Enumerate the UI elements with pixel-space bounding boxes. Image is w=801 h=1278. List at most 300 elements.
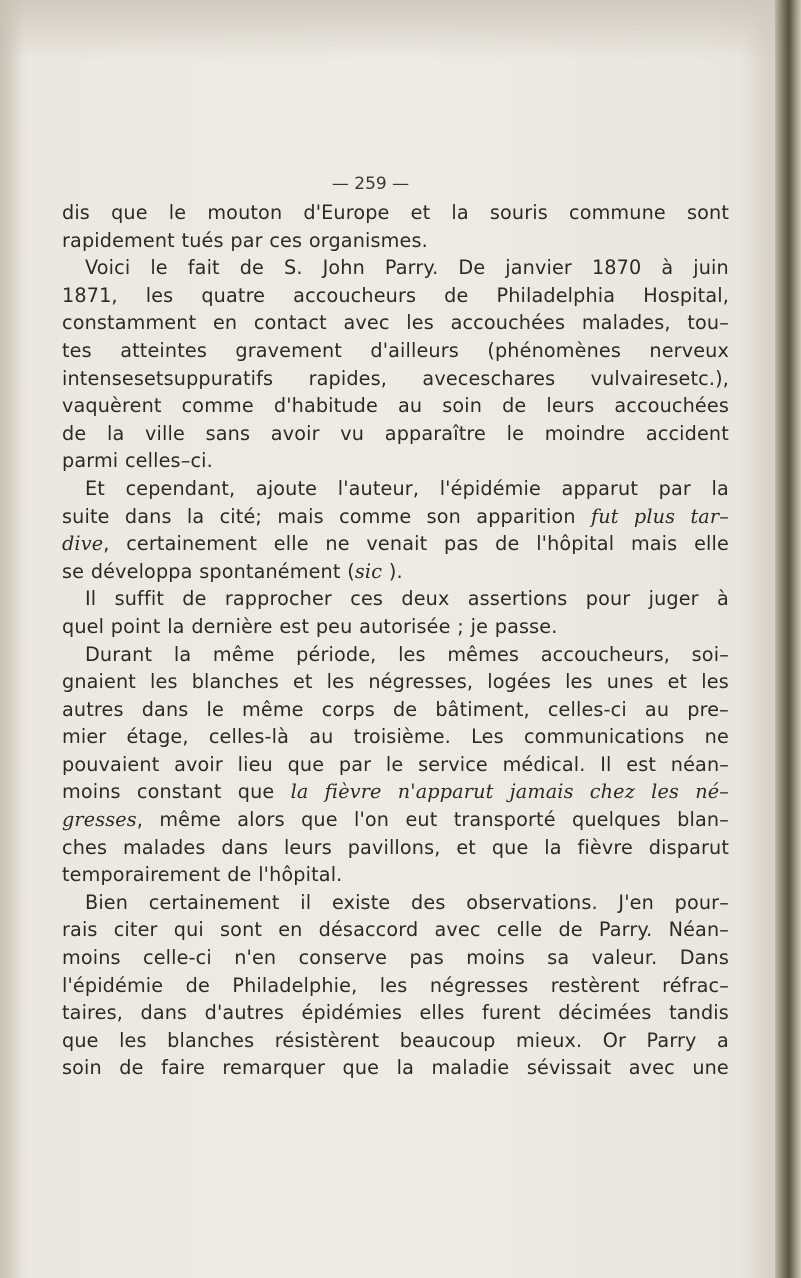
page-top-shadow	[0, 0, 801, 60]
word: comme	[339, 504, 412, 528]
word: dive,	[62, 532, 110, 556]
word: assertions	[467, 587, 568, 611]
word: soin	[442, 394, 483, 418]
word: se	[62, 559, 85, 583]
word: en	[212, 311, 238, 335]
word: ne	[704, 725, 729, 749]
word: ces	[350, 587, 384, 611]
word: celles–ci.	[124, 449, 213, 473]
word: elle	[694, 532, 729, 556]
word: existe	[331, 890, 391, 914]
text-line	[62, 889, 729, 917]
word: sont	[686, 201, 729, 224]
word: les	[119, 1028, 147, 1052]
word: (phénomènes	[487, 338, 621, 362]
word: que	[491, 835, 529, 859]
word: Bien	[85, 890, 129, 914]
word: étage,	[126, 725, 189, 749]
text-line	[62, 530, 729, 558]
word: le	[206, 697, 224, 721]
word: accoucheurs,	[540, 642, 670, 666]
word: Il	[600, 752, 612, 776]
word: elle	[273, 532, 309, 556]
text-line	[62, 806, 729, 834]
word: avec	[628, 1056, 675, 1080]
word: fièvre	[324, 780, 382, 804]
word: pour	[585, 587, 631, 611]
word: sévissait	[526, 1056, 612, 1080]
word: tar–	[690, 504, 729, 528]
word: De	[458, 256, 486, 280]
word: suffit	[114, 587, 164, 611]
word: dans	[140, 1001, 188, 1025]
word: ces	[269, 228, 303, 252]
word: pour–	[674, 890, 729, 914]
text-line	[62, 668, 729, 696]
word: je	[470, 614, 489, 638]
word: épidémies	[301, 1001, 402, 1025]
word: S.	[283, 256, 303, 280]
word: Or	[602, 1028, 627, 1052]
text-line	[62, 778, 729, 806]
word: mais	[277, 504, 324, 528]
text-line	[62, 420, 729, 448]
word: accouchées	[450, 311, 566, 335]
word: moindre	[544, 421, 626, 445]
text-line	[62, 392, 729, 420]
word: suite	[62, 504, 110, 528]
text-line	[62, 447, 729, 475]
word: d'Europe	[303, 201, 390, 224]
text-line	[62, 723, 729, 751]
word: Parry	[646, 1028, 697, 1052]
word: cependant,	[125, 476, 236, 500]
word: le	[506, 421, 525, 445]
word: décimées	[558, 1001, 652, 1025]
word: ;	[457, 614, 464, 638]
word: le	[150, 256, 168, 280]
word: passe.	[494, 614, 558, 638]
word: que	[237, 780, 275, 804]
book-spine-edge	[775, 0, 801, 1278]
page-number: — 259 —	[331, 174, 410, 194]
word: mieux.	[515, 1028, 583, 1052]
text-line	[62, 1027, 729, 1055]
word: certainement	[148, 890, 280, 914]
text-line	[62, 834, 729, 862]
word: la	[711, 476, 729, 500]
word: avec	[434, 918, 481, 942]
word: celle-ci	[143, 946, 212, 970]
word: à	[717, 587, 729, 611]
word: de	[185, 973, 210, 997]
word: mais	[630, 532, 678, 556]
word: par	[338, 752, 372, 776]
word: cité;	[219, 504, 263, 528]
word: leurs	[546, 394, 595, 418]
word: avoir	[270, 421, 320, 445]
word: mier	[62, 725, 107, 749]
word: sans	[205, 421, 251, 445]
word: Durant	[85, 642, 153, 666]
word: l'hôpital	[536, 532, 615, 556]
word: bâtiment,	[435, 697, 530, 721]
word: une	[692, 1056, 729, 1080]
word: de	[62, 421, 87, 445]
word: elles	[419, 1001, 465, 1025]
word: valeur.	[591, 946, 658, 970]
word: maladie	[431, 1056, 510, 1080]
word: ches	[62, 835, 108, 859]
word: mouton	[207, 201, 283, 224]
word: dernière	[191, 614, 273, 638]
word: rapides,	[308, 366, 388, 390]
word: faire	[161, 1056, 205, 1080]
word: blan–	[677, 808, 729, 832]
word: Les	[471, 725, 504, 749]
word: les	[651, 780, 679, 804]
word: blanches	[167, 1028, 255, 1052]
word: les	[150, 670, 178, 694]
text-line	[62, 944, 729, 972]
word: en	[278, 918, 303, 942]
word: qui	[173, 918, 204, 942]
word: observations.	[466, 890, 598, 914]
word: pas	[444, 532, 479, 556]
word: accouchées	[614, 394, 729, 418]
text-line	[62, 199, 729, 227]
word: constamment	[62, 311, 197, 335]
word: période,	[296, 642, 377, 666]
word: tués	[181, 228, 224, 252]
word: celles-là	[208, 725, 289, 749]
word: pas	[409, 946, 444, 970]
word: est	[279, 614, 310, 638]
word: malades,	[581, 311, 671, 335]
word: dans	[221, 835, 269, 859]
word: par	[658, 476, 691, 500]
word: gravement	[235, 338, 342, 362]
word: juin	[693, 256, 729, 280]
word: pouvaient	[62, 752, 160, 776]
word: service	[418, 752, 488, 776]
word: vu	[340, 421, 365, 445]
word: vulvairesetc.),	[590, 366, 729, 390]
word: médical.	[502, 752, 586, 776]
word: ne	[325, 532, 350, 556]
word: conserve	[298, 946, 388, 970]
word: avoir	[174, 752, 223, 776]
word: celle	[496, 918, 543, 942]
word: de	[239, 256, 264, 280]
word: leurs	[283, 835, 332, 859]
word: de	[502, 394, 527, 418]
word: deux	[401, 587, 450, 611]
word: les	[398, 642, 426, 666]
word: communications	[523, 725, 685, 749]
word: développa	[90, 559, 193, 583]
word: les	[406, 311, 434, 335]
word: moins	[62, 780, 121, 804]
word: les	[326, 670, 355, 694]
word: gnaient	[62, 670, 136, 694]
word: de	[444, 283, 469, 307]
word: quatre	[201, 283, 266, 307]
word: point	[110, 614, 161, 638]
word: la	[290, 780, 309, 804]
word: John	[322, 256, 365, 280]
word: temporairement	[62, 863, 221, 887]
word: même	[159, 808, 221, 832]
word: sa	[547, 946, 570, 970]
word: et	[292, 670, 313, 694]
word: ville	[145, 421, 185, 445]
word: (sic ).	[347, 559, 403, 583]
word: souris	[489, 201, 548, 224]
word: que	[287, 752, 325, 776]
text-line	[62, 861, 729, 889]
word: plus	[633, 504, 676, 528]
word: autres	[62, 697, 124, 721]
text-line	[62, 254, 729, 282]
word: moins	[62, 946, 121, 970]
word: est	[626, 752, 657, 776]
word: gresses,	[62, 808, 144, 832]
word: soi–	[691, 642, 729, 666]
word: tes	[62, 338, 92, 362]
word: soin	[62, 1056, 102, 1080]
text-line	[62, 282, 729, 310]
word: vaquèrent	[62, 394, 162, 418]
text-line	[62, 503, 729, 531]
text-line	[62, 972, 729, 1000]
word: même	[242, 697, 304, 721]
word: fut	[590, 504, 619, 528]
word: que	[111, 201, 148, 224]
word: chez	[589, 780, 635, 804]
word: Voici	[85, 256, 131, 280]
word: il	[300, 890, 312, 914]
word: janvier	[505, 256, 572, 280]
word: négresses,	[368, 670, 474, 694]
word: blanches	[191, 670, 279, 694]
word: pre–	[687, 697, 729, 721]
word: les	[701, 670, 729, 694]
word: tandis	[669, 1001, 729, 1025]
word: n'apparut	[397, 780, 494, 804]
word: disparut	[648, 835, 729, 859]
word: parmi	[62, 449, 119, 473]
word: négresses	[429, 973, 529, 997]
word: logées	[487, 670, 551, 694]
word: Philadelphia	[496, 283, 616, 307]
word: Néan–	[668, 918, 729, 942]
word: la	[396, 1056, 414, 1080]
word: dans	[124, 504, 172, 528]
text-line	[62, 309, 729, 337]
word: d'ailleurs	[370, 338, 459, 362]
word: restèrent	[550, 973, 640, 997]
word: a	[717, 1028, 729, 1052]
word: de	[182, 587, 207, 611]
word: néan–	[670, 752, 729, 776]
word: l'épidémie	[62, 973, 164, 997]
word: constant	[136, 780, 222, 804]
body-text	[62, 199, 729, 1082]
word: spontanément	[199, 559, 341, 583]
word: que	[342, 1056, 380, 1080]
word: ajoute	[255, 476, 318, 500]
word: peu	[315, 614, 353, 638]
word: juger	[648, 587, 699, 611]
word: l'épidémie	[439, 476, 541, 500]
word: l'on	[354, 808, 390, 832]
word: jamais	[509, 780, 574, 804]
word: mêmes	[447, 642, 520, 666]
word: n'en	[234, 946, 277, 970]
word: rapprocher	[224, 587, 332, 611]
word: comme	[181, 394, 254, 418]
word: de	[227, 863, 252, 887]
word: malades	[122, 835, 206, 859]
word: de	[119, 1056, 144, 1080]
text-line	[62, 613, 729, 641]
word: beaucoup	[399, 1028, 496, 1052]
word: fait	[187, 256, 220, 280]
word: par	[230, 228, 263, 252]
word: 1871,	[62, 283, 118, 307]
word: Et	[85, 476, 105, 500]
word: même	[212, 642, 275, 666]
word: rapidement	[62, 228, 175, 252]
text-line	[62, 751, 729, 779]
word: la	[167, 614, 185, 638]
word: que	[62, 1028, 99, 1052]
word: avec	[343, 311, 390, 335]
word: lieu	[237, 752, 273, 776]
word: J'en	[618, 890, 654, 914]
word: citer	[113, 918, 158, 942]
word: nerveux	[649, 338, 729, 362]
text-line	[62, 999, 729, 1027]
word: la	[544, 835, 562, 859]
text-line	[62, 641, 729, 669]
word: quelques	[572, 808, 661, 832]
word: Dans	[679, 946, 729, 970]
word: Hospital,	[643, 283, 729, 307]
word: de	[392, 697, 418, 721]
word: accoucheurs	[293, 283, 417, 307]
word: remarquer	[222, 1056, 326, 1080]
word: les	[565, 670, 593, 694]
word: eut	[405, 808, 438, 832]
text-line	[62, 558, 729, 586]
word: dis	[62, 201, 90, 224]
word: unes	[606, 670, 654, 694]
word: de	[495, 532, 520, 556]
word: la	[186, 504, 205, 528]
word: moins	[466, 946, 525, 970]
word: organismes.	[308, 228, 428, 252]
word: taires,	[62, 1001, 124, 1025]
word: et	[456, 835, 476, 859]
word: fièvre	[577, 835, 633, 859]
word: sont	[220, 918, 263, 942]
text-line	[62, 365, 729, 393]
word: réfrac–	[662, 973, 729, 997]
word: de	[558, 918, 583, 942]
text-line	[62, 585, 729, 613]
word: pavillons,	[347, 835, 441, 859]
word: Philadelphie,	[232, 973, 358, 997]
word: apparut	[561, 476, 639, 500]
word: dans	[141, 697, 189, 721]
word: d'habitude	[273, 394, 378, 418]
word: corps	[321, 697, 375, 721]
text-line	[62, 227, 729, 255]
word: au	[397, 394, 423, 418]
word: atteintes	[120, 338, 207, 362]
word: apparition	[476, 504, 576, 528]
word: tou–	[687, 311, 729, 335]
word: au	[644, 697, 670, 721]
word: alors	[237, 808, 285, 832]
word: certainement	[126, 532, 258, 556]
word: troisième.	[353, 725, 451, 749]
word: accident	[645, 421, 729, 445]
word: le	[385, 752, 404, 776]
word: la	[106, 421, 125, 445]
word: né–	[695, 780, 729, 804]
word: Parry.	[598, 918, 653, 942]
word: que	[301, 808, 338, 832]
word: l'hôpital.	[258, 863, 343, 887]
text-line	[62, 916, 729, 944]
text-line	[62, 475, 729, 503]
word: intensesetsuppuratifs	[62, 366, 274, 390]
text-line	[62, 337, 729, 365]
word: transporté	[453, 808, 556, 832]
word: et	[410, 201, 431, 224]
word: et	[667, 670, 688, 694]
word: celles-ci	[547, 697, 627, 721]
word: les	[379, 973, 408, 997]
word: furent	[481, 1001, 541, 1025]
word: rais	[62, 918, 98, 942]
word: apparaître	[384, 421, 486, 445]
word: la	[451, 201, 469, 224]
word: aveceschares	[422, 366, 556, 390]
text-line	[62, 1054, 729, 1082]
word: l'auteur,	[337, 476, 420, 500]
word: son	[426, 504, 461, 528]
word: à	[661, 256, 674, 280]
word: résistèrent	[274, 1028, 380, 1052]
word: les	[145, 283, 174, 307]
word: d'autres	[204, 1001, 285, 1025]
word: autorisée	[359, 614, 451, 638]
word: le	[168, 201, 187, 224]
word: Parry.	[384, 256, 439, 280]
word: contact	[253, 311, 327, 335]
word: au	[309, 725, 334, 749]
word: Il	[85, 587, 97, 611]
word: des	[411, 890, 446, 914]
text-line	[62, 696, 729, 724]
word: venait	[366, 532, 428, 556]
word: la	[173, 642, 192, 666]
word: commune	[569, 201, 666, 224]
